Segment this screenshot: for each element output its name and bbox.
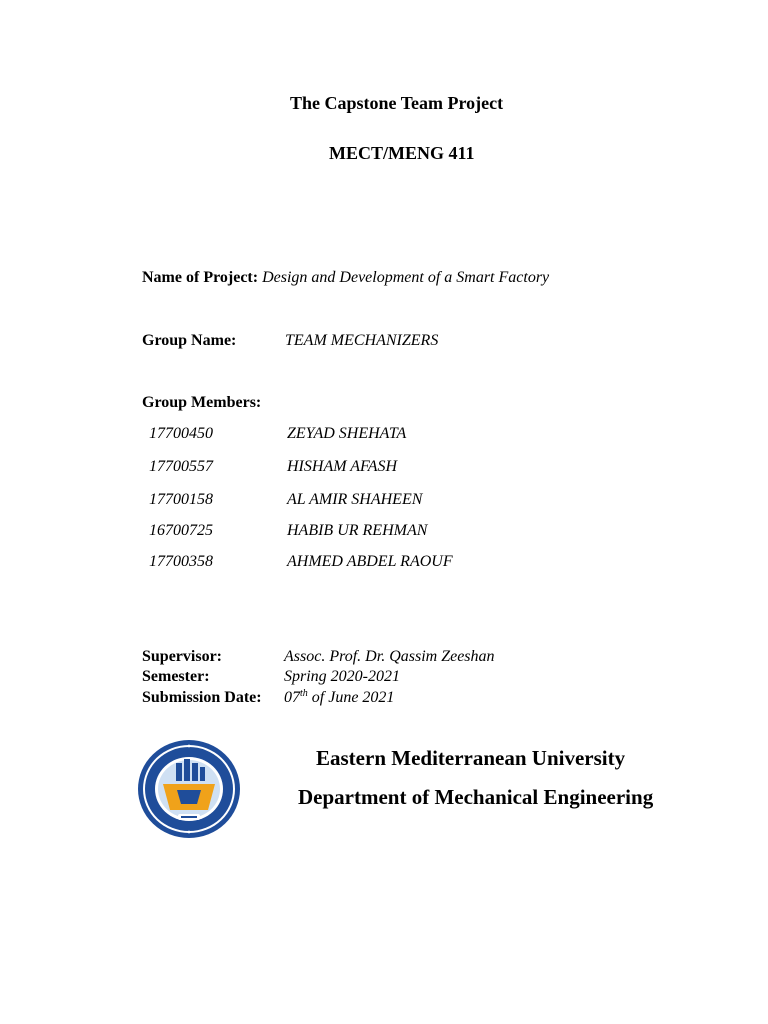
supervisor-value: Assoc. Prof. Dr. Qassim Zeeshan — [284, 648, 495, 665]
course-code: MECT/MENG 411 — [329, 143, 475, 163]
group-name-label: Group Name: — [142, 332, 237, 349]
member-id: 16700725 — [149, 522, 213, 539]
submission-date-label: Submission Date: — [142, 689, 262, 706]
submission-month-year: of June 2021 — [307, 689, 395, 706]
project-label: Name of Project: — [142, 269, 259, 286]
group-name-value: TEAM MECHANIZERS — [285, 332, 439, 349]
university-seal-icon — [136, 738, 242, 840]
project-row — [142, 269, 549, 287]
project-name: Design and Development of a Smart Factory — [262, 269, 550, 286]
document-title: The Capstone Team Project — [290, 93, 504, 113]
university-name: Eastern Mediterranean University — [316, 746, 626, 770]
submission-day: 07 — [284, 689, 300, 706]
group-members-label: Group Members: — [142, 394, 262, 411]
department-name: Department of Mechanical Engineering — [298, 785, 654, 809]
member-name: AL AMIR SHAHEEN — [287, 491, 423, 508]
semester-label: Semester: — [142, 668, 210, 685]
member-id: 17700358 — [149, 553, 213, 570]
member-name: ZEYAD SHEHATA — [287, 425, 407, 442]
member-name: HABIB UR REHMAN — [287, 522, 428, 539]
submission-date-value — [284, 689, 394, 707]
semester-value: Spring 2020-2021 — [284, 668, 400, 685]
member-name: AHMED ABDEL RAOUF — [287, 553, 453, 570]
member-name: HISHAM AFASH — [287, 458, 398, 475]
supervisor-label: Supervisor: — [142, 648, 222, 665]
member-id: 17700557 — [149, 458, 213, 475]
member-id: 17700450 — [149, 425, 213, 442]
university-logo — [136, 738, 242, 840]
submission-day-suffix: th — [300, 688, 308, 699]
member-id: 17700158 — [149, 491, 213, 508]
